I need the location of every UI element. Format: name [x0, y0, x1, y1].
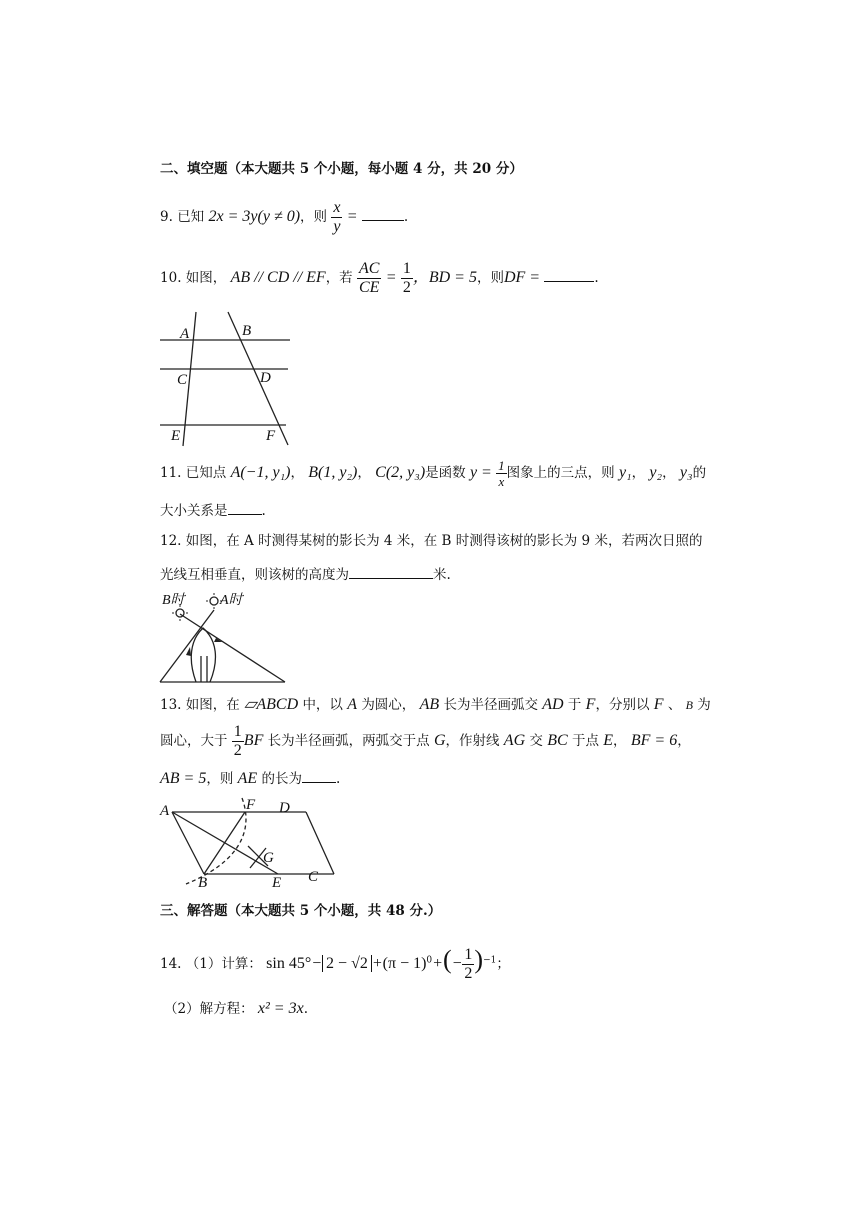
separator: ；	[496, 956, 510, 972]
question-text: 如图，	[185, 270, 227, 286]
question-number: 10	[160, 270, 178, 286]
label-d: D	[260, 370, 271, 386]
period: .	[403, 209, 409, 225]
label-e: E	[272, 875, 282, 891]
period: .	[335, 771, 341, 787]
exponent: −1	[483, 955, 497, 966]
question-text: 、	[667, 697, 682, 713]
section-title-text: 三、解答题（本大题共	[160, 903, 295, 919]
equals-sign: =	[346, 208, 358, 225]
section-title-text: 分）	[495, 161, 523, 177]
exponent: 0	[426, 955, 433, 966]
label-c: C	[308, 869, 319, 885]
label-f: F	[266, 428, 276, 444]
math-var: G	[433, 732, 446, 749]
question-number-dot: .	[177, 270, 182, 286]
separator: ，	[631, 465, 646, 481]
label-b: B	[198, 875, 208, 891]
math-var: BC	[547, 732, 568, 749]
label-c: C	[177, 372, 188, 388]
minus-sign: −	[311, 955, 323, 972]
fraction-denominator: y	[333, 218, 341, 235]
question-text: ，	[677, 733, 691, 749]
label-e: E	[171, 428, 181, 444]
label-f: F	[246, 797, 256, 813]
math-var: B	[685, 698, 693, 712]
minus-sign: −	[451, 955, 463, 972]
section-title-text: 分.）	[409, 903, 442, 919]
plus-sign: +	[371, 955, 383, 972]
question-text: ，作射线	[445, 733, 500, 749]
question-text: 光线互相垂直，则该树的高度为	[160, 567, 349, 583]
paren-open: (	[442, 945, 452, 974]
question-14-part-1	[160, 940, 510, 984]
question-text: ，若	[325, 270, 353, 286]
question-number: 9.	[160, 209, 173, 225]
period: .	[303, 1001, 308, 1017]
math-condition: (y ≠ 0)	[257, 208, 301, 225]
period: .	[594, 270, 599, 286]
var-y1: y₁	[618, 464, 632, 481]
points-each: 4	[413, 161, 423, 177]
point-b: B(1, y₂)	[308, 464, 358, 481]
question-text: ，分别以	[595, 697, 650, 713]
math-var: BF	[243, 732, 264, 749]
question-text: 已知点	[185, 465, 227, 481]
paren-close: )	[474, 945, 484, 974]
question-text: 已知	[177, 209, 205, 225]
separator: ，	[662, 465, 676, 481]
math-paren: (π − 1)	[382, 955, 427, 972]
math-var: AB	[419, 696, 440, 713]
question-14-part-2	[164, 1000, 308, 1018]
question-text: 长为半径画弧交	[443, 697, 538, 713]
fraction-numerator: 1	[402, 260, 411, 277]
math-bd-value: ，BD = 5	[412, 269, 477, 286]
question-text: ，	[613, 733, 627, 749]
question-text: 圆心，大于	[160, 733, 228, 749]
fraction-numerator: 1	[464, 946, 473, 963]
math-var: AG	[503, 732, 526, 749]
math-absolute-value: 2 − √2	[322, 955, 372, 972]
section-title-text: 二、填空题（本大题共	[160, 161, 295, 177]
question-text: 为圆心，	[361, 697, 416, 713]
question-text: 交	[529, 733, 543, 749]
question-count: 5	[299, 903, 310, 919]
question-text: ，则	[206, 771, 234, 787]
question-text: ，则	[476, 270, 504, 286]
total-points: 48	[386, 903, 405, 919]
var-y2: y₂	[649, 464, 663, 481]
math-parallelogram: ▱ABCD	[244, 696, 299, 713]
label-a: A	[160, 803, 170, 819]
math-var: A	[347, 696, 358, 713]
question-text: ，则	[300, 209, 328, 225]
label-a: A	[180, 326, 190, 342]
math-var: F	[585, 696, 596, 713]
point-a: A(−1, y₁)	[230, 464, 291, 481]
question-text: 米.	[433, 567, 451, 583]
section-title-text: 个小题，每小题	[313, 161, 409, 177]
question-count: 5	[299, 161, 310, 177]
fraction-denominator: 2	[233, 742, 242, 759]
fraction-one-half	[462, 947, 474, 982]
fraction-numerator: x	[333, 199, 341, 216]
section-3-title	[160, 902, 441, 920]
question-text: （1）计算：	[185, 956, 262, 972]
math-parallel: AB // CD // EF	[230, 269, 326, 286]
separator: ，	[357, 465, 371, 481]
math-var: E	[603, 732, 614, 749]
label-g: G	[263, 850, 274, 866]
math-equation: 2x = 3y	[208, 208, 258, 225]
point-c: C(2, y₃)	[375, 464, 426, 481]
fraction-numerator: AC	[358, 260, 380, 277]
question-text: （2）解方程：	[164, 1001, 254, 1017]
fraction-denominator: x	[498, 474, 505, 489]
math-ab-value: AB = 5	[160, 770, 207, 787]
question-text: 图象上的三点，则	[506, 465, 615, 481]
math-df: DF =	[503, 269, 541, 286]
question-text: 中，以	[302, 697, 343, 713]
equals-sign: =	[385, 269, 397, 286]
question-number: 11.	[160, 465, 182, 481]
separator: ，	[290, 465, 304, 481]
fraction-numerator: 1	[233, 723, 242, 740]
math-var: AD	[542, 696, 564, 713]
question-text: 的	[692, 465, 707, 481]
question-text: 为	[697, 697, 711, 713]
total-points: 20	[472, 161, 492, 177]
fraction-denominator: CE	[358, 279, 380, 296]
question-text: 的长为	[261, 771, 302, 787]
question-text: 于点	[571, 733, 599, 749]
var-y3: y₃	[679, 464, 693, 481]
question-text: 大小关系是	[160, 503, 228, 519]
label-b-time: B时	[162, 593, 185, 608]
question-text: 于	[567, 697, 582, 713]
fraction-denominator: 2	[464, 965, 473, 982]
math-var: AE	[237, 770, 258, 787]
question-text: 是函数	[425, 465, 466, 481]
label-b: B	[242, 323, 252, 339]
arc-from-a	[186, 798, 246, 884]
math-sin: sin 45°	[266, 955, 312, 972]
math-bf-value: BF = 6	[630, 732, 678, 749]
label-d: D	[279, 800, 290, 816]
question-12-line-1: 12. 如图，在 A 时测得某树的影长为 4 米，在 B 时测得该树的影长为 9 米，若两次日照的	[160, 533, 703, 549]
math-var: F	[653, 696, 664, 713]
question-number: 14.	[160, 956, 182, 972]
fraction-numerator: 1	[498, 458, 505, 473]
question-text: 长为半径画弧，两弧交于点	[267, 733, 430, 749]
section-title-text: 个小题，共	[313, 903, 382, 919]
math-equation: x² = 3x	[257, 1000, 304, 1017]
question-text: 13. 如图，在	[160, 697, 240, 713]
function-lhs: y =	[469, 464, 492, 481]
label-a-time: A时	[220, 593, 243, 608]
plus-sign: +	[432, 955, 443, 972]
section-title-text: 分，共	[427, 161, 468, 177]
period: .	[261, 503, 266, 519]
fraction-denominator: 2	[402, 279, 411, 296]
side-dc	[306, 812, 334, 874]
